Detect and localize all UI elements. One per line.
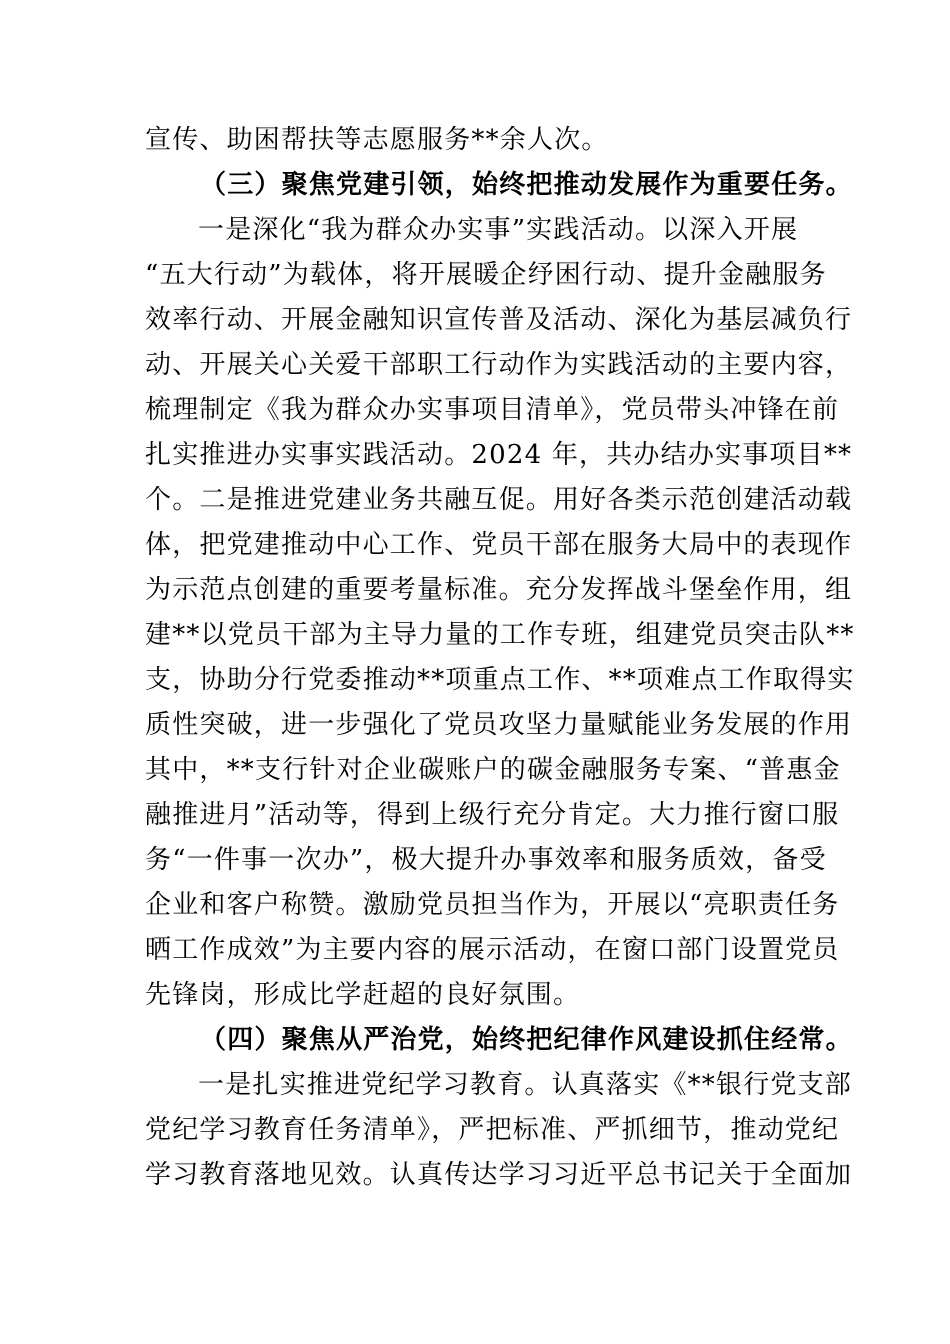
body-line: 先锋岗，形成比学赶超的良好氛围。 (145, 980, 581, 1010)
body-line: 宣传、助困帮扶等志愿服务**余人次。 (145, 125, 609, 155)
body-line: 效率行动、开展金融知识宣传普及活动、深化为基层减负行 (145, 305, 853, 335)
section-heading-4: （四）聚焦从严治党，始终把纪律作风建设抓住经常。 (200, 1025, 853, 1055)
paragraph-start-line: 一是扎实推进党纪学习教育。认真落实《**银行党支部 (198, 1070, 853, 1100)
body-line: 建**以党员干部为主导力量的工作专班，组建党员突击队** (145, 620, 855, 650)
body-line: 其中，**支行针对企业碳账户的碳金融服务专案、“普惠金 (145, 755, 841, 785)
body-line: 务“一件事一次办”，极大提升办事效率和服务质效，备受 (145, 845, 827, 875)
body-line: 支，协助分行党委推动**项重点工作、**项难点工作取得实 (145, 665, 855, 695)
body-line: 学习教育落地见效。认真传达学习习近平总书记关于全面加 (145, 1160, 853, 1190)
body-line: 党纪学习教育任务清单》，严把标准、严抓细节，推动党纪 (145, 1115, 840, 1145)
section-heading-3: （三）聚焦党建引领，始终把推动发展作为重要任务。 (200, 170, 853, 200)
body-line: “五大行动”为载体，将开展暖企纾困行动、提升金融服务 (145, 260, 827, 290)
body-line: 梳理制定《我为群众办实事项目清单》，党员带头冲锋在前 (145, 395, 840, 425)
body-line: 动、开展关心关爱干部职工行动作为实践活动的主要内容， (145, 350, 853, 380)
body-line: 质性突破，进一步强化了党员攻坚力量赋能业务发展的作用 (145, 710, 853, 740)
body-line: 晒工作成效”为主要内容的展示活动，在窗口部门设置党员 (145, 935, 840, 965)
body-line: 为示范点创建的重要考量标准。充分发挥战斗堡垒作用，组 (145, 575, 853, 605)
body-line: 个。二是推进党建业务共融互促。用好各类示范创建活动载 (145, 485, 853, 515)
body-line: 企业和客户称赞。激励党员担当作为，开展以“亮职责任务 (145, 890, 840, 920)
body-line: 扎实推进办实事实践活动。2024 年，共办结办实事项目** (145, 440, 853, 470)
body-line: 融推进月”活动等，得到上级行充分肯定。大力推行窗口服 (145, 800, 840, 830)
body-line: 体，把党建推动中心工作、党员干部在服务大局中的表现作 (145, 530, 853, 560)
paragraph-start-line: 一是深化“我为群众办实事”实践活动。以深入开展 (198, 215, 799, 245)
